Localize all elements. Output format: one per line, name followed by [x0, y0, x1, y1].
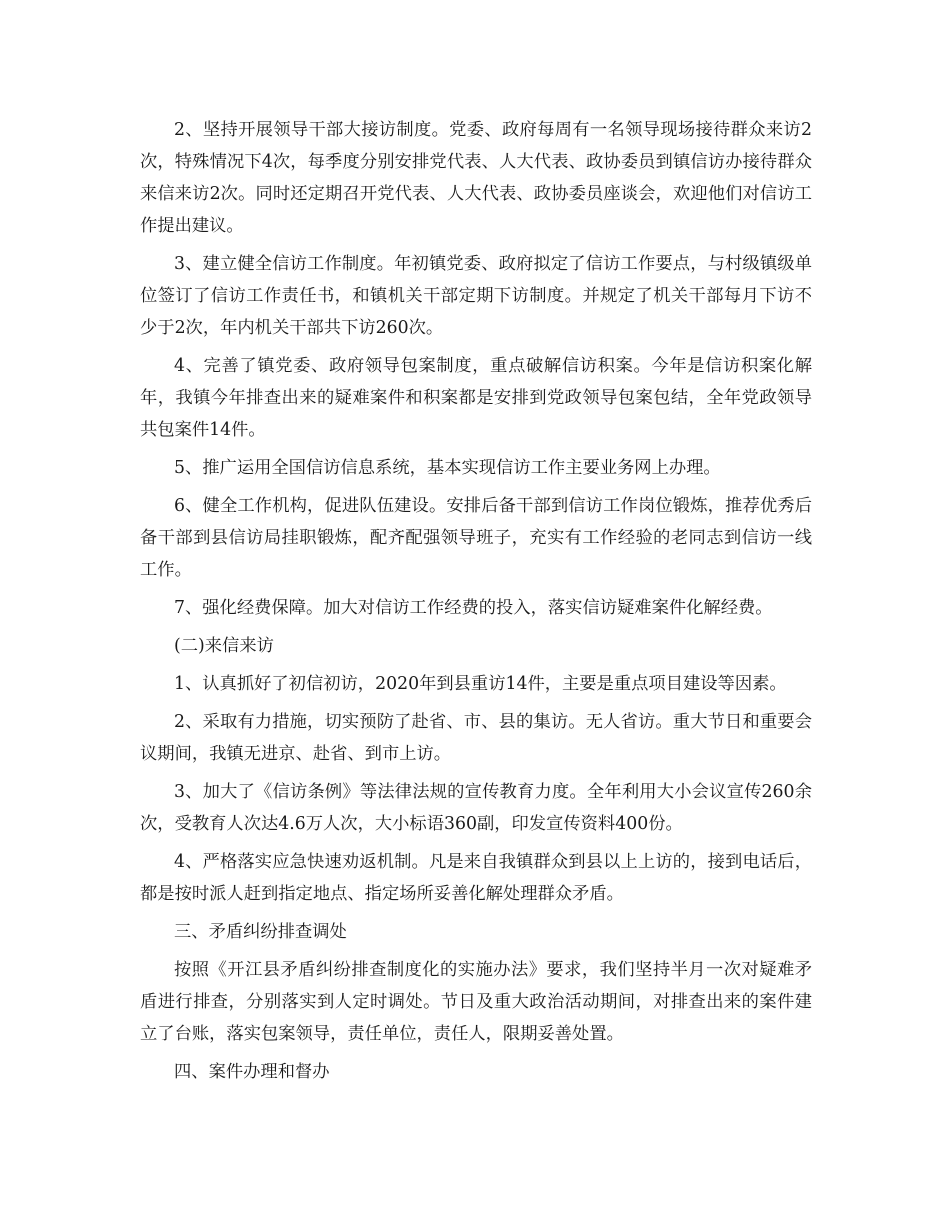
paragraph-team-building: 6、健全工作机构，促进队伍建设。安排后备干部到信访工作岗位锻炼，推荐优秀后备干部到县信访局挂职锻炼，配齐配强领导班子，充实有工作经验的老同志到信访一线工作。 [140, 496, 812, 580]
paragraph-funding: 7、强化经费保障。加大对信访工作经费的投入，落实信访疑难案件化解经费。 [174, 598, 773, 618]
paragraph-initial-visits: 1、认真抓好了初信初访，2020年到县重访14件，主要是重点项目建设等因素。 [174, 674, 787, 694]
paragraph-case-responsibility: 4、完善了镇党委、政府领导包案制度，重点破解信访积案。今年是信访积案化解年，我镇今年排查出来的疑难案件和积案都是安排到党政领导包案包结，全年党政领导共包案件14件。 [140, 356, 812, 440]
paragraph-online-system: 5、推广运用全国信访信息系统，基本实现信访工作主要业务网上办理。 [174, 458, 721, 478]
paragraph-publicity: 3、加大了《信访条例》等法律法规的宣传教育力度。全年利用大小会议宣传260余次，受教育人次达4.6万人次，大小标语360副，印发宣传资料400份。 [140, 782, 812, 834]
paragraph-dispute-investigation: 按照《开江县矛盾纠纷排查制度化的实施办法》要求，我们坚持半月一次对疑难矛盾进行排查，分别落实到人定时调处。节日及重大政治活动期间，对排查出来的案件建立了台账，落实包案领导，责任单位，责任人，限期妥善处置。 [140, 960, 812, 1044]
section-heading-letters-visits: (二)来信来访 [174, 636, 274, 656]
section-heading-case-handling: 四、案件办理和督办 [174, 1062, 330, 1082]
paragraph-petition-system: 3、建立健全信访工作制度。年初镇党委、政府拟定了信访工作要点，与村级镇级单位签订了信访工作责任书，和镇机关干部定期下访制度。并规定了机关干部每月下访不少于2次，年内机关干部共下访260次。 [140, 254, 812, 338]
section-heading-dispute-resolution: 三、矛盾纠纷排查调处 [174, 922, 347, 942]
paragraph-prevent-group-visits: 2、采取有力措施，切实预防了赴省、市、县的集访。无人省访。重大节日和重要会议期间，我镇无进京、赴省、到市上访。 [140, 712, 812, 764]
paragraph-emergency-return: 4、严格落实应急快速劝返机制。凡是来自我镇群众到县以上上访的，接到电话后，都是按时派人赶到指定地点、指定场所妥善化解处理群众矛盾。 [140, 852, 812, 904]
document-body [140, 114, 812, 1094]
paragraph-leader-reception: 2、坚持开展领导干部大接访制度。党委、政府每周有一名领导现场接待群众来访2次，特殊情况下4次，每季度分别安排党代表、人大代表、政协委员到镇信访办接待群众来信来访2次。同时还定期召开党代表、人大代表、政协委员座谈会，欢迎他们对信访工作提出建议。 [140, 120, 812, 236]
